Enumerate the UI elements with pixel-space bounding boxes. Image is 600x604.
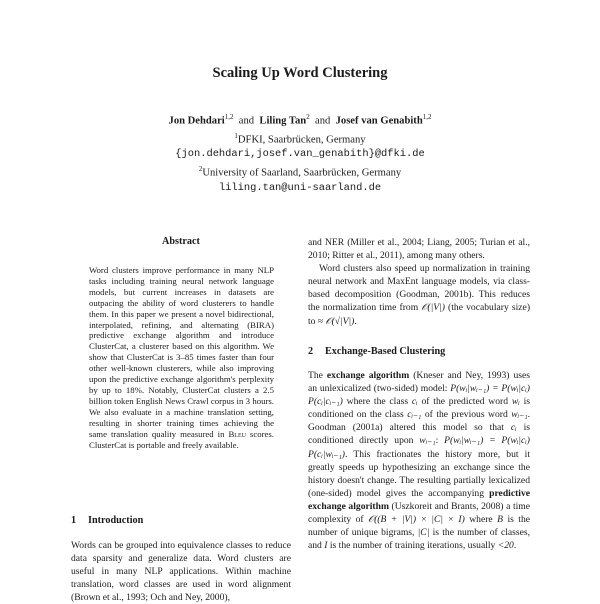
p2-text-c: . — [354, 315, 357, 327]
s2-math-9: 𝒪((B + |V|) × |C| × I) — [368, 514, 465, 526]
section-1-paragraph: Words can be grouped into equivalence classes to reduce data sparsity and generalize data. Word clusters are useful in many NLP applications. Within machine translation, word classes are used in word alignment (Brown et al., 1993; Och and Ney, 2000), — [71, 540, 291, 604]
author-and-1: and — [238, 115, 255, 127]
section-2-paragraph — [308, 369, 530, 552]
section-2-title: Exchange-Based Clustering — [325, 346, 446, 357]
s2-text-10: . This fractionates the history more, but it greatly speeds up hypothesizing an exchange since the history doesn't change. The resulting partially lexicalized (one-sided) model gives the accompanying — [308, 448, 530, 499]
s2-math-11: |C| — [417, 527, 430, 539]
s2-math-8: P(wᵢ|wᵢ₋₁) = P(wᵢ|cᵢ) P(cᵢ|wᵢ₋₁) — [308, 435, 530, 460]
author-and-2: and — [315, 115, 331, 127]
s2-math-7: wᵢ₋₁ — [419, 435, 436, 447]
abstract-heading: Abstract — [162, 236, 200, 247]
s2-text-11: (Uszkoreit and Brants, 2008) a time complexity of — [308, 500, 530, 526]
author-1-sup: 1,2 — [224, 113, 234, 121]
s2-math-2: cᵢ — [411, 396, 418, 408]
p2-math-2: 𝒪(√|V|) — [325, 315, 355, 327]
s2-bold-exchange: exchange algorithm — [326, 370, 410, 381]
s2-text-7: . Goodman (2001a) altered this model so that — [308, 409, 530, 434]
affiliation-1 — [0, 129, 600, 148]
s2-bold-predictive: predictive exchange algorithm — [308, 487, 530, 512]
s2-math-12: I — [324, 540, 328, 552]
paper-title: Scaling Up Word Clustering — [212, 65, 388, 81]
section-2-number: 2 — [308, 346, 314, 357]
s2-math-3: wᵢ — [511, 396, 520, 408]
author-2: Liling Tan — [259, 115, 307, 127]
abstract-text: Word clusters improve performance in many NLP tasks including training neural network language models, but current increases in datasets are outpacing the ability of word clusterers to handle them. In this paper we present a novel bidirectional, interpolated, refining, and alternating (BIRA) predictive exchange algorithm and introduce ClusterCat, a clusterer based on this algorithm. We show that ClusterCat is 3–85 times faster than four other well-known clusterers, while also improving upon the predictive exchange algorithm's perplexity by up to 18%. Notably, ClusterCat clusters a 2.5 billion token English News Crawl corpus in 3 hours. We also evaluate in a machine translation setting, resulting in shorter training times achieving the same translation quality measured in — [89, 265, 274, 439]
section-1-body — [71, 539, 291, 604]
affiliation-1-sup: 1 — [234, 131, 238, 140]
author-3: Josef van Genabith — [335, 115, 423, 127]
s2-text-6: of the previous word — [421, 409, 512, 421]
p2-text-b: (the vocabulary size) to ≈ — [308, 302, 531, 327]
intro-paragraph-2 — [308, 262, 530, 327]
intro-continuation: and NER (Miller et al., 2004; Liang, 2005; Turian et al., 2010; Ritter et al., 2011), among many others. — [308, 237, 530, 262]
s2-text-12: where — [464, 514, 498, 526]
s2-math-13: <20 — [497, 540, 514, 552]
affiliation-2 — [0, 162, 600, 181]
right-column-intro — [308, 236, 530, 328]
section-2-body — [308, 369, 530, 552]
s2-text-2: (Kneser and Ney, 1993) uses an unlexicalized (two-sided) model: — [308, 370, 530, 395]
s2-math-5: wᵢ₋₁ — [511, 409, 528, 421]
p2-math-1: 𝒪(|V|) — [421, 302, 445, 314]
affiliation-2-text: University of Saarland, Saarbrücken, Germany — [202, 167, 402, 179]
section-1-number: 1 — [71, 515, 77, 526]
author-1: Jon Dehdari — [168, 115, 225, 127]
s2-math-10: B — [497, 514, 504, 526]
s2-math-1: P(wᵢ|wᵢ₋₁) = P(wᵢ|cᵢ) P(cᵢ|cᵢ₋₁) — [308, 383, 530, 408]
author-names — [0, 110, 600, 129]
section-1-heading — [71, 515, 291, 526]
author-block — [0, 110, 600, 196]
affiliation-2-sup: 2 — [198, 165, 203, 174]
abstract-body — [89, 265, 274, 450]
email-1: {jon.dehdari,josef.van_genabith}@dfki.de — [175, 148, 425, 161]
author-2-sup: 2 — [306, 113, 310, 121]
s2-text-5: is conditioned on the class — [308, 396, 530, 421]
author-3-sup: 1,2 — [422, 113, 432, 121]
s2-text-16: . — [513, 540, 517, 552]
s2-text-14: is the number of classes, and — [308, 527, 531, 552]
abstract-text-end: scores. ClusterCat is portable and freely available. — [89, 428, 274, 450]
s2-text-9: : — [435, 435, 445, 447]
s2-text-15: is the number of training iterations, usually — [327, 540, 498, 552]
s2-text-3: where the class — [342, 396, 412, 408]
section-1-title: Introduction — [88, 515, 144, 526]
section-2-heading — [308, 346, 530, 357]
s2-text-8: is conditioned directly upon — [308, 422, 530, 447]
s2-text-1: The — [308, 370, 327, 381]
s2-math-4: cᵢ₋₁ — [407, 409, 422, 421]
s2-text-4: of the predicted word — [417, 396, 512, 408]
affiliation-1-text: DFKI, Saarbrücken, Germany — [237, 134, 366, 146]
s2-text-13: is the number of unique bigrams, — [308, 514, 531, 539]
s2-math-6: cᵢ — [510, 422, 517, 434]
email-2: liling.tan@uni-saarland.de — [218, 181, 382, 194]
abstract-bleu: Bleu — [228, 428, 246, 439]
p2-text-a: Word clusters also speed up normalization in training neural network and MaxEnt language models, via class-based decomposition (Goodman, 2001b). This reduces the normalization time from — [308, 263, 530, 314]
